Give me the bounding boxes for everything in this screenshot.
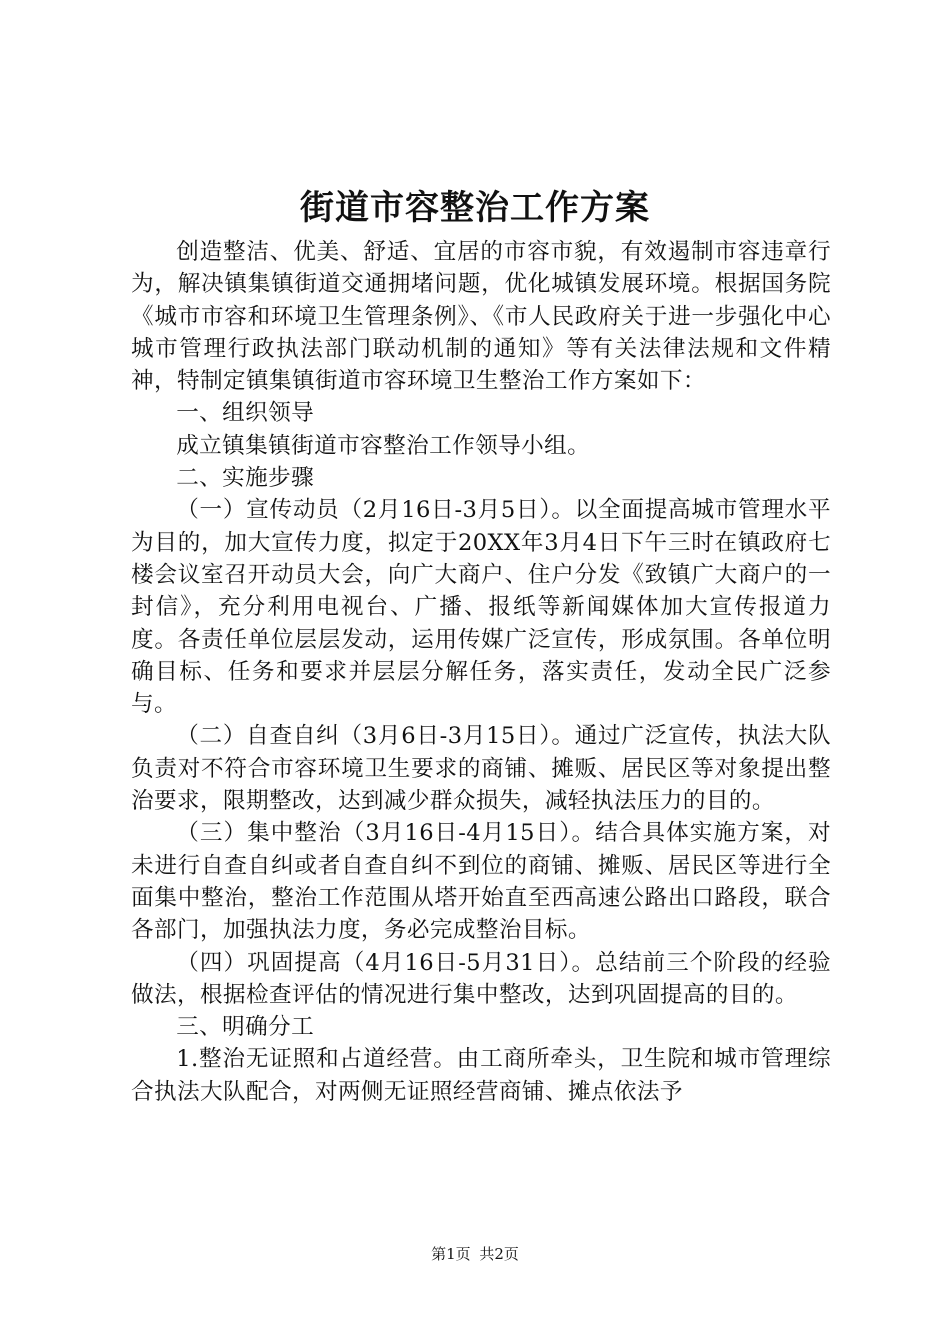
step-concentrated-paragraph: （三）集中整治（3月16日-4月15日）。结合具体实施方案，对未进行自查自纠或者自查自纠不到位的商铺、摊贩、居民区等进行全面集中整治，整治工作范围从塔开始直至西高速公路出口路段，联合各部门，加强执法力度，务必完成整治目标。: [131, 820, 831, 944]
page-footer: [0, 1244, 950, 1264]
document-body: [131, 236, 831, 1108]
division-item-1-paragraph: 1.整治无证照和占道经营。由工商所牵头，卫生院和城市管理综合执法大队配合，对两侧无证照经营商铺、摊点依法予: [131, 1046, 831, 1105]
section-heading-organization: 一、组织领导: [176, 400, 315, 427]
step-self-check-paragraph: （二）自查自纠（3月6日-3月15日）。通过广泛宣传，执法大队负责对不符合市容环境卫生要求的商铺、摊贩、居民区等对象提出整治要求，限期整改，达到减少群众损失，减轻执法压力的目的。: [131, 723, 831, 815]
section-heading-division: 三、明确分工: [176, 1014, 315, 1041]
step-consolidate-paragraph: （四）巩固提高（4月16日-5月31日）。总结前三个阶段的经验做法，根据检查评估的情况进行集中整改，达到巩固提高的目的。: [131, 949, 831, 1008]
intro-paragraph: 创造整洁、优美、舒适、宜居的市容市貌，有效遏制市容违章行为，解决镇集镇街道交通拥堵问题，优化城镇发展环境。根据国务院《城市市容和环境卫生管理条例》、《市人民政府关于进一步强化中心城市管理行政执法部门联动机制的通知》等有关法律法规和文件精神，特制定镇集镇街道市容环境卫生整治工作方案如下：: [131, 239, 831, 395]
page-total: 共2页: [479, 1245, 519, 1263]
page-number: 第1页: [431, 1245, 471, 1263]
document-title: 街道市容整治工作方案: [300, 188, 650, 228]
section-heading-steps: 二、实施步骤: [176, 465, 315, 492]
organization-paragraph: 成立镇集镇街道市容整治工作领导小组。: [176, 432, 591, 459]
step-publicity-paragraph: （一）宣传动员（2月16日-3月5日）。以全面提高城市管理水平为目的，加大宣传力度，拟定于20XX年3月4日下午三时在镇政府七楼会议室召开动员大会，向广大商户、住户分发《致镇广大商户的一封信》，充分利用电视台、广播、报纸等新闻媒体加大宣传报道力度。各责任单位层层发动，运用传媒广泛宣传，形成氛围。各单位明确目标、任务和要求并层层分解任务，落实责任，发动全民广泛参与。: [131, 497, 831, 718]
